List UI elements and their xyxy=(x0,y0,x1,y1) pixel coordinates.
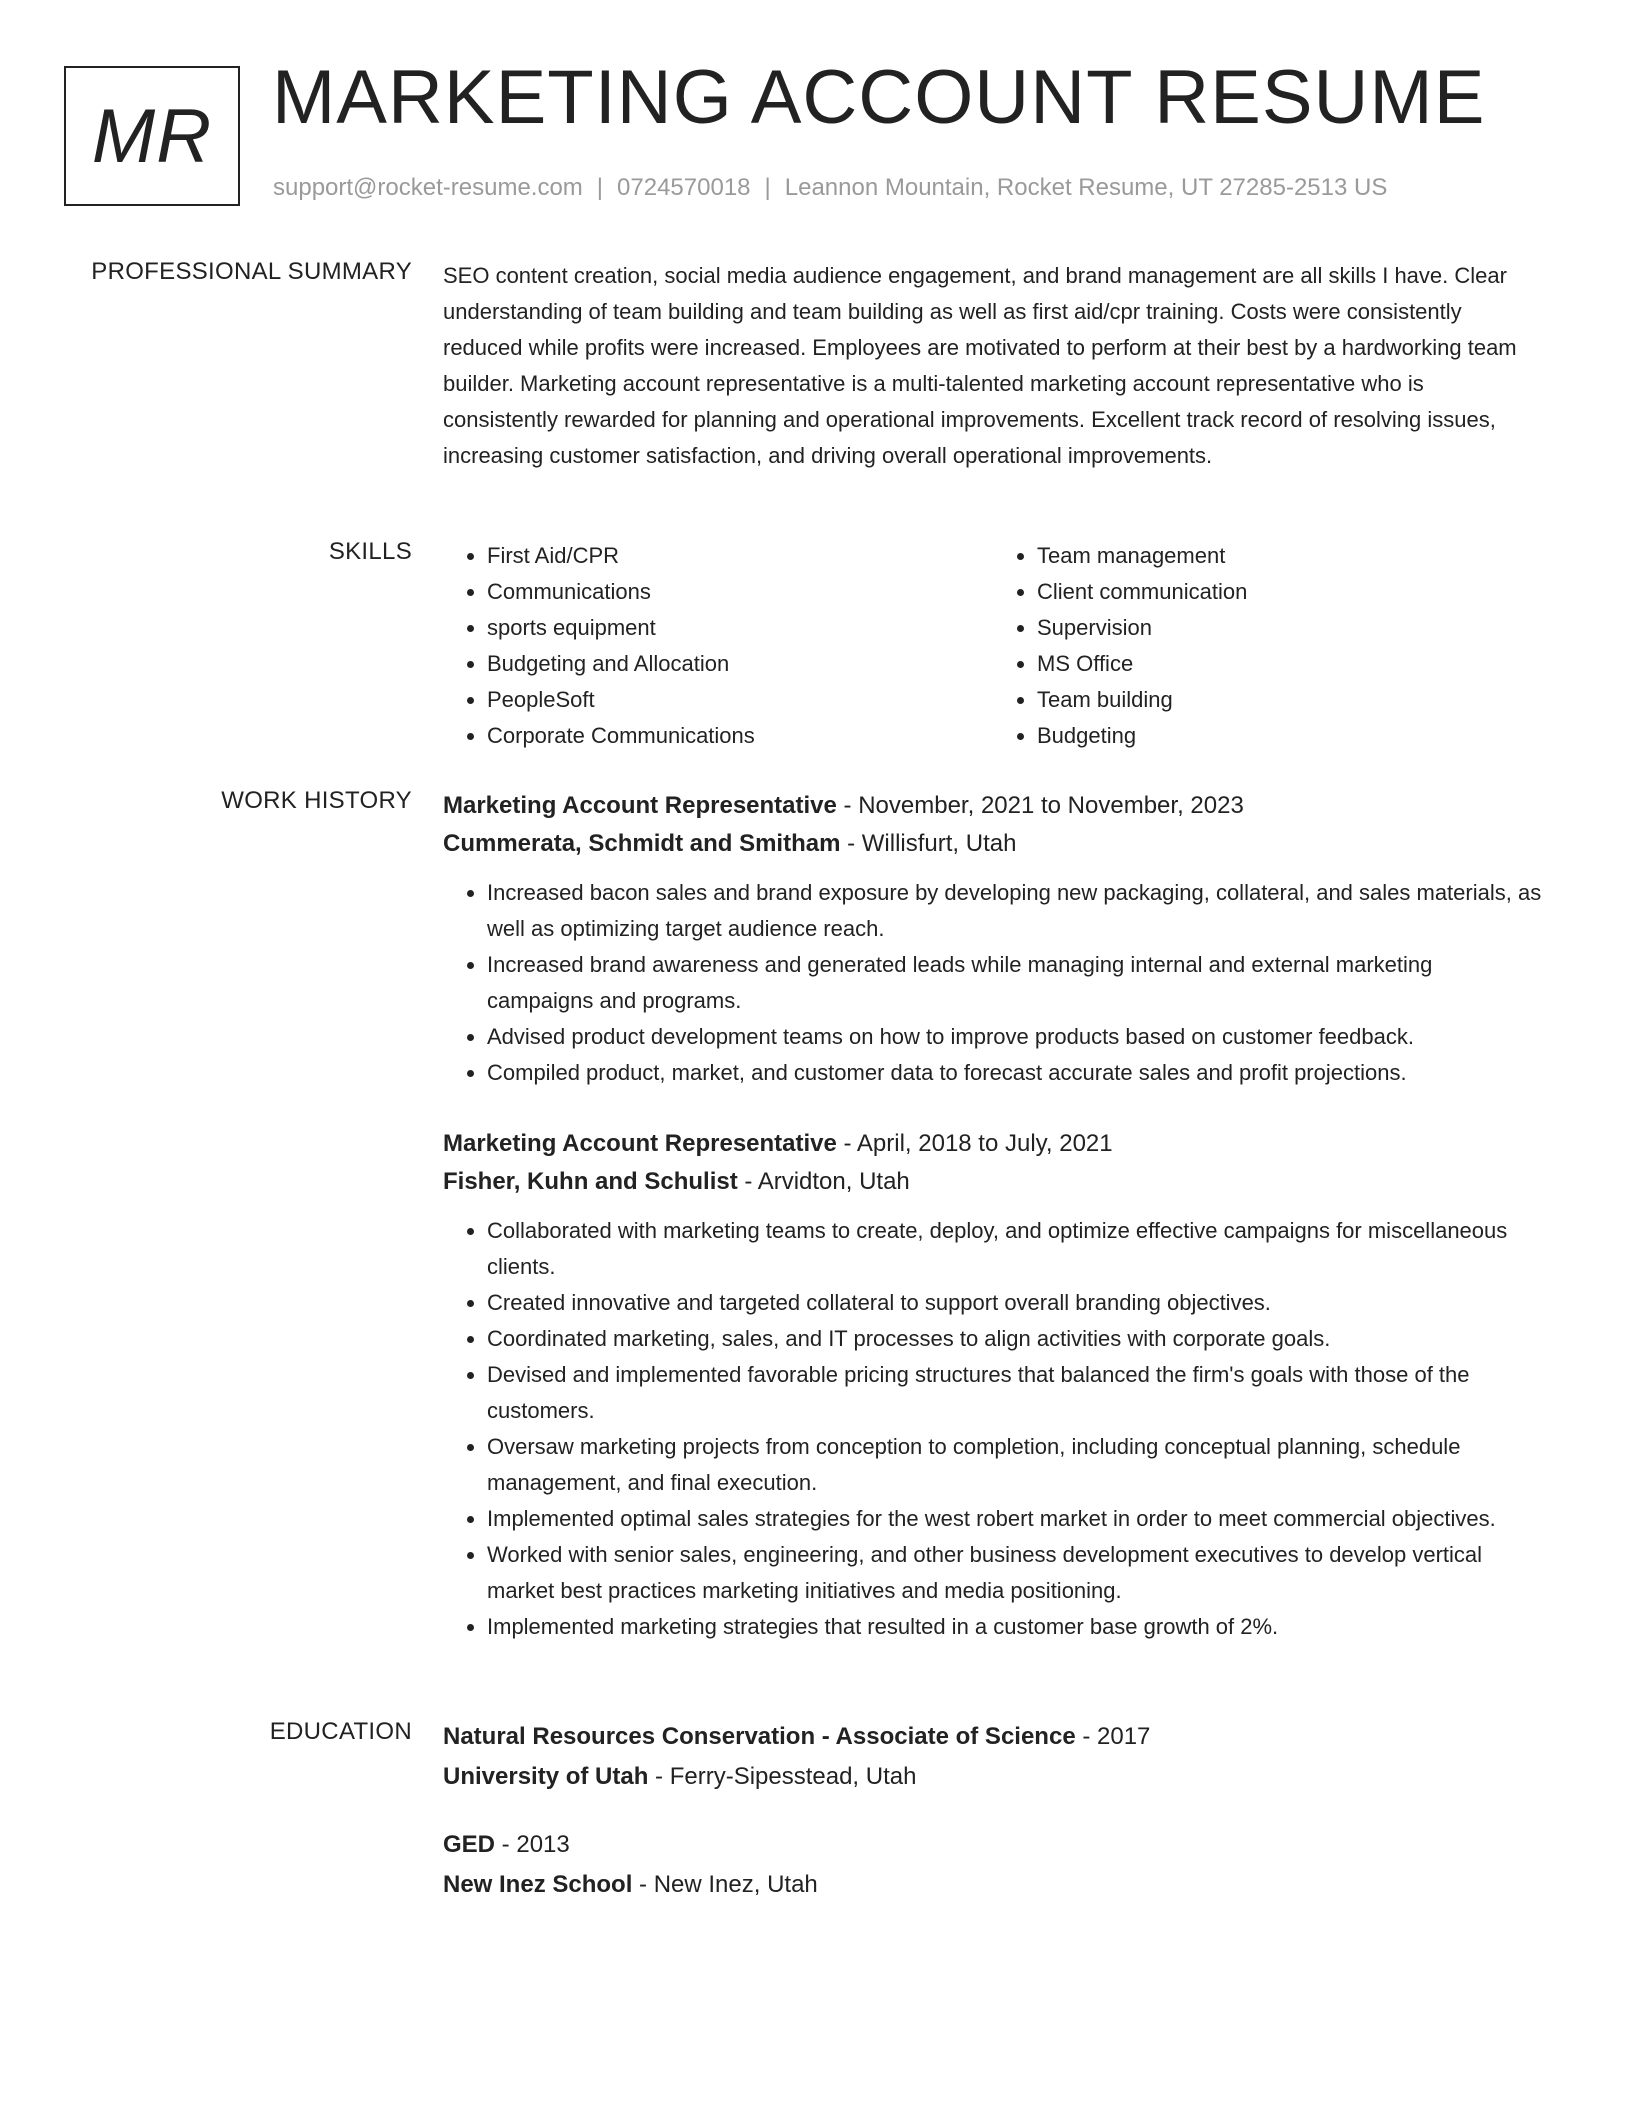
job-company-line xyxy=(443,1163,1543,1201)
job-bullet: • Implemented optimal sales strategies for the west robert market in order to meet commercial objectives. xyxy=(487,1501,1543,1537)
skills-body xyxy=(443,538,1543,754)
job-title-line xyxy=(443,787,1543,825)
contact-email[interactable]: support@rocket-resume.com xyxy=(273,174,583,201)
education-school: University of Utah xyxy=(443,1763,649,1790)
skill-item: • Communications xyxy=(487,574,993,610)
contact-separator: | xyxy=(764,174,771,201)
contact-separator: | xyxy=(596,174,604,201)
job-bullet: • Created innovative and targeted collateral to support overall branding objectives. xyxy=(487,1285,1543,1321)
skill-item: • Corporate Communications xyxy=(487,718,993,754)
job-bullet: • Increased brand awareness and generated leads while managing internal and external marketing campaigns and programs. xyxy=(487,947,1543,1019)
skill-item: • Team building xyxy=(1037,682,1543,718)
job-bullet-list xyxy=(443,1213,1543,1645)
summary-text: SEO content creation, social media audience engagement, and brand management are all skills I have. Clear understanding of team building and team building as well as first aid/cpr training. Costs were consistently reduced while profits were increased. Employees are motivated to perform at their best by a hardworking team builder. Marketing account representative is a multi-talented marketing account representative who is consistently rewarded for planning and operational improvements. Excellent track record of resolving issues, increasing customer satisfaction, and driving overall operational improvements. xyxy=(443,263,1517,468)
monogram-initials: MR xyxy=(91,93,213,179)
job-bullet-list xyxy=(443,875,1543,1091)
skill-item: • sports equipment xyxy=(487,610,993,646)
skills-heading: SKILLS xyxy=(328,538,412,565)
job-bullet: • Worked with senior sales, engineering, and other business development executives to develop vertical market best practices marketing initiatives and media positioning. xyxy=(487,1537,1543,1609)
job-dates: - November, 2021 to November, 2023 xyxy=(836,792,1244,819)
education-location: - Ferry-Sipesstead, Utah xyxy=(648,1763,917,1790)
job-title: Marketing Account Representative xyxy=(443,1130,837,1157)
skill-item: • MS Office xyxy=(1037,646,1543,682)
resume-title: MARKETING ACCOUNT RESUME xyxy=(272,55,1486,140)
job-bullet: • Compiled product, market, and customer data to forecast accurate sales and profit projections. xyxy=(487,1055,1543,1091)
education-heading: EDUCATION xyxy=(269,1718,412,1745)
skill-item: • Client communication xyxy=(1037,574,1543,610)
job-title: Marketing Account Representative xyxy=(443,792,837,819)
skill-item: • PeopleSoft xyxy=(487,682,993,718)
education-body xyxy=(443,1718,1543,1904)
job-company: Fisher, Kuhn and Schulist xyxy=(443,1168,738,1195)
education-degree: GED xyxy=(443,1831,496,1858)
education-degree-line xyxy=(443,1718,1543,1756)
skills-columns xyxy=(443,538,1543,754)
job-bullet: • Oversaw marketing projects from conception to completion, including conceptual planning, schedule management, and final execution. xyxy=(487,1429,1543,1501)
job-company-line xyxy=(443,825,1543,863)
education-school: New Inez School xyxy=(443,1871,633,1898)
skill-item: • First Aid/CPR xyxy=(487,538,993,574)
job-location: - Arvidton, Utah xyxy=(737,1168,910,1195)
education-year: - 2013 xyxy=(495,1831,570,1858)
job-bullet: • Advised product development teams on how to improve products based on customer feedback. xyxy=(487,1019,1543,1055)
job-entry xyxy=(443,787,1543,1091)
education-school-line xyxy=(443,1758,1543,1796)
skill-item: • Supervision xyxy=(1037,610,1543,646)
education-location: - New Inez, Utah xyxy=(632,1871,818,1898)
job-bullet: • Devised and implemented favorable pricing structures that balanced the firm's goals with those of the customers. xyxy=(487,1357,1543,1429)
skills-list-right xyxy=(993,538,1543,754)
job-company: Cummerata, Schmidt and Smitham xyxy=(443,830,841,857)
education-entry xyxy=(443,1718,1543,1796)
skill-item: • Budgeting and Allocation xyxy=(487,646,993,682)
education-entry xyxy=(443,1826,1543,1904)
education-school-line xyxy=(443,1866,1543,1904)
monogram-box xyxy=(64,66,240,206)
education-year: - 2017 xyxy=(1075,1723,1151,1750)
job-dates: - April, 2018 to July, 2021 xyxy=(836,1130,1113,1157)
contact-line xyxy=(273,174,1387,202)
summary-heading: PROFESSIONAL SUMMARY xyxy=(91,258,412,285)
job-location: - Willisfurt, Utah xyxy=(840,830,1017,857)
job-bullet: • Implemented marketing strategies that resulted in a customer base growth of 2%. xyxy=(487,1609,1543,1645)
job-bullet: • Increased bacon sales and brand exposure by developing new packaging, collateral, and sales materials, as well as optimizing target audience reach. xyxy=(487,875,1543,947)
job-bullet: • Coordinated marketing, sales, and IT processes to align activities with corporate goals. xyxy=(487,1321,1543,1357)
summary-body xyxy=(443,258,1543,474)
work-history-body xyxy=(443,787,1543,1645)
job-bullet: • Collaborated with marketing teams to create, deploy, and optimize effective campaigns for miscellaneous clients. xyxy=(487,1213,1543,1285)
education-degree-line xyxy=(443,1826,1543,1864)
skills-list-left xyxy=(443,538,993,754)
education-degree: Natural Resources Conservation - Associate of Science xyxy=(443,1723,1076,1750)
contact-phone[interactable]: 0724570018 xyxy=(617,174,751,201)
skill-item: • Budgeting xyxy=(1037,718,1543,754)
job-title-line xyxy=(443,1125,1543,1163)
skill-item: • Team management xyxy=(1037,538,1543,574)
job-entry xyxy=(443,1125,1543,1645)
contact-address: Leannon Mountain, Rocket Resume, UT 27285-2513 US xyxy=(784,174,1388,201)
work-history-heading: WORK HISTORY xyxy=(221,787,412,814)
